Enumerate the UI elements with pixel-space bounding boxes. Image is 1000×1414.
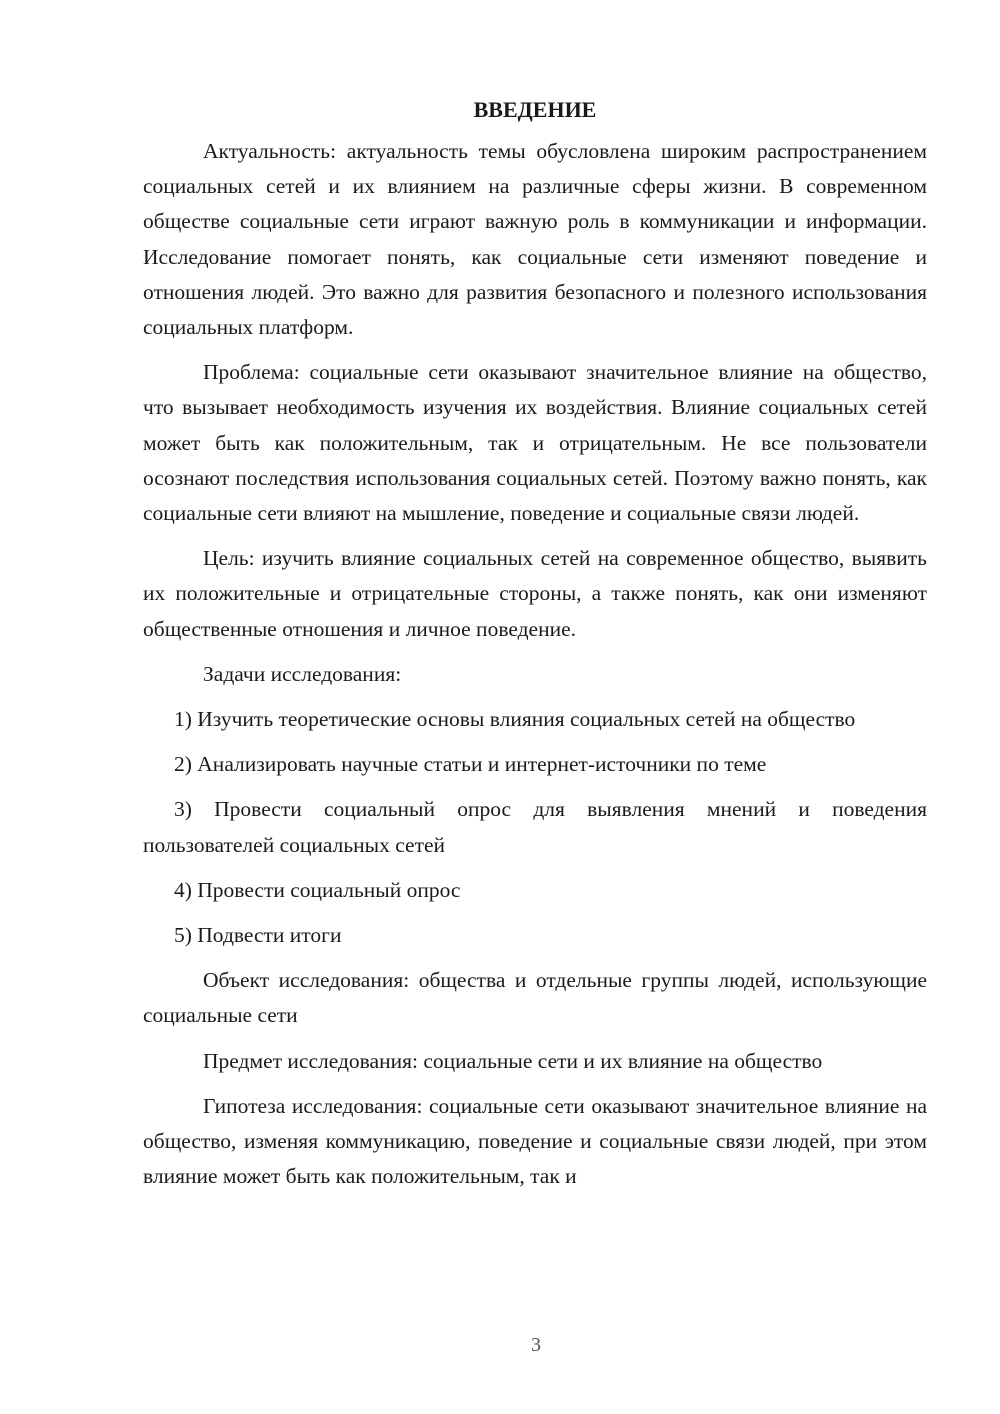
task-item-3: 3) Провести социальный опрос для выявления мнений и поведения пользователей социальных сетей bbox=[143, 797, 927, 857]
page-content bbox=[143, 92, 927, 1204]
paragraph-relevance: Актуальность: актуальность темы обусловлена широким распространением социальных сетей и их влиянием на различные сферы жизни. В современном обществе социальные сети играют важную роль в коммуникации и информации. Исследование помогает понять, как социальные сети изменяют поведение и отношения людей. Это важно для развития безопасного и полезного использования социальных платформ. bbox=[143, 139, 927, 340]
task-item-2: 2) Анализировать научные статьи и интернет-источники по теме bbox=[174, 752, 767, 777]
paragraph-goal: Цель: изучить влияние социальных сетей на современное общество, выявить их положительные и отрицательные стороны, а также понять, как они изменяют общественные отношения и личное поведение. bbox=[143, 546, 927, 641]
paragraph-hypothesis: Гипотеза исследования: социальные сети оказывают значительное влияние на общество, изменяя коммуникацию, поведение и социальные связи людей, при этом влияние может быть как положительным, так и bbox=[143, 1093, 927, 1189]
paragraph-subject: Предмет исследования: социальные сети и их влияние на общество bbox=[203, 1048, 823, 1073]
paragraph-object: Объект исследования: общества и отдельные группы людей, использующие социальные сети bbox=[143, 968, 927, 1028]
task-item-1: 1) Изучить теоретические основы влияния социальных сетей на общество bbox=[174, 707, 856, 732]
section-heading: ВВЕДЕНИЕ bbox=[473, 97, 597, 122]
paragraph-problem: Проблема: социальные сети оказывают значительное влияние на общество, что вызывает необходимость изучения их воздействия. Влияние социальных сетей может быть как положительным, так и отрицательным. Не все пользователи осознают последствия использования социальных сетей. Поэтому важно понять, как социальные сети влияют на мышление, поведение и социальные связи людей. bbox=[143, 360, 927, 526]
task-item-5: 5) Подвести итоги bbox=[174, 923, 342, 948]
page-number: 3 bbox=[531, 1334, 541, 1356]
tasks-title: Задачи исследования: bbox=[203, 661, 402, 686]
task-item-4: 4) Провести социальный опрос bbox=[174, 877, 461, 902]
